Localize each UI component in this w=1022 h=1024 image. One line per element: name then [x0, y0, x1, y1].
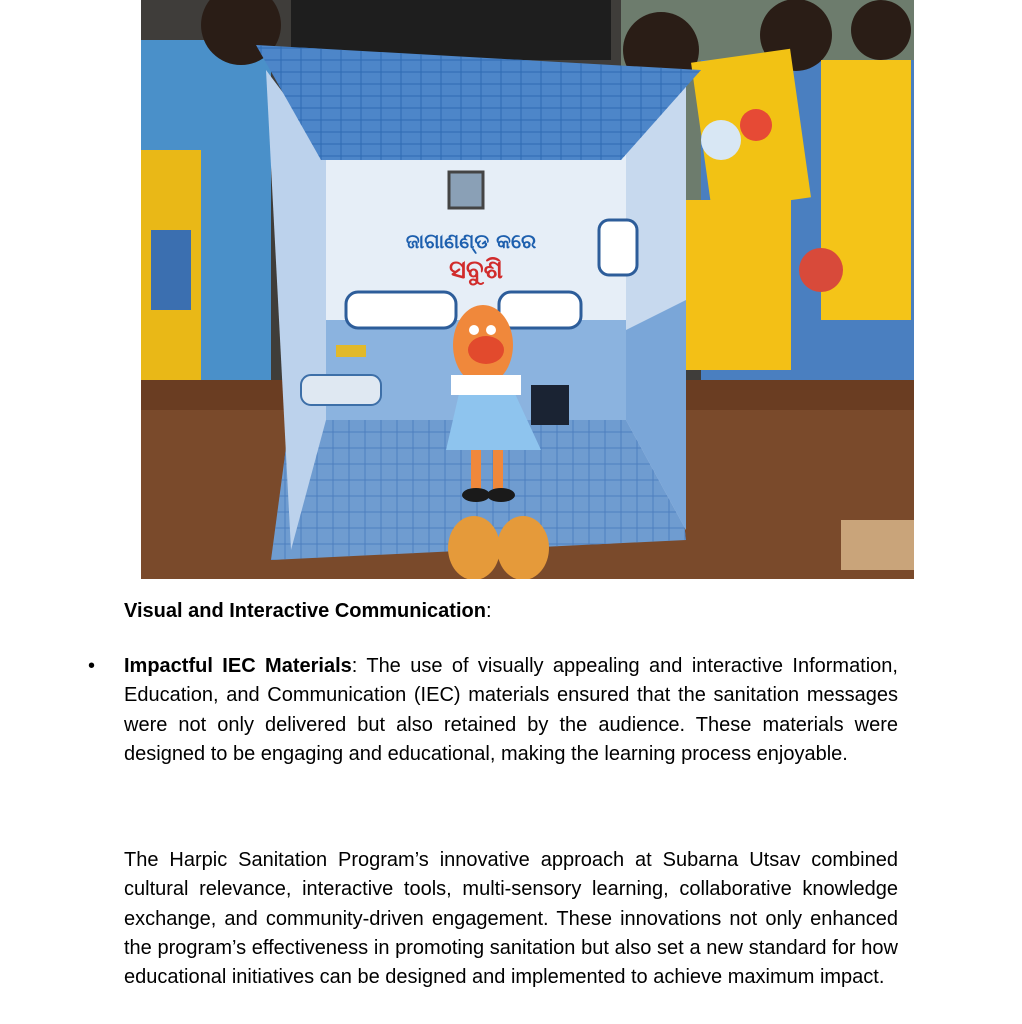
box-sign-line2: ସବୁଶି [448, 255, 504, 285]
box-sign-line1: ଜାଗାଣଣ୍ଡ କରେ [405, 229, 537, 253]
photo-illustration [141, 0, 914, 579]
section-heading-bold: Visual and Interactive Communication [124, 600, 486, 622]
bullet-symbol: • [88, 655, 96, 677]
bullet-paragraph [124, 652, 898, 769]
photo-iec-materials [141, 0, 914, 579]
closing-paragraph: The Harpic Sanitation Program’s innovative approach at Subarna Utsav combined cultural relevance, interactive tools, multi-sensory learning, collaborative knowledge exchange, and community-driven engagement. These innovations not only enhanced the program’s effectiveness in promoting sanitation but also set a new standard for how educational initiatives can be designed and implemented to achieve maximum impact. [124, 849, 898, 989]
section-heading-suffix: : [485, 600, 492, 622]
bullet-bold-lead: Impactful IEC Materials [124, 655, 352, 677]
section-heading [124, 597, 492, 625]
bullet-body: : The use of visually appealing and interactive Information, Education, and Communication (IEC) materials ensured that the sanitation messages were not only delivered but also retained by the audience. These materials were designed to be engaging and educational, making the learning process enjoyable. [124, 655, 898, 765]
